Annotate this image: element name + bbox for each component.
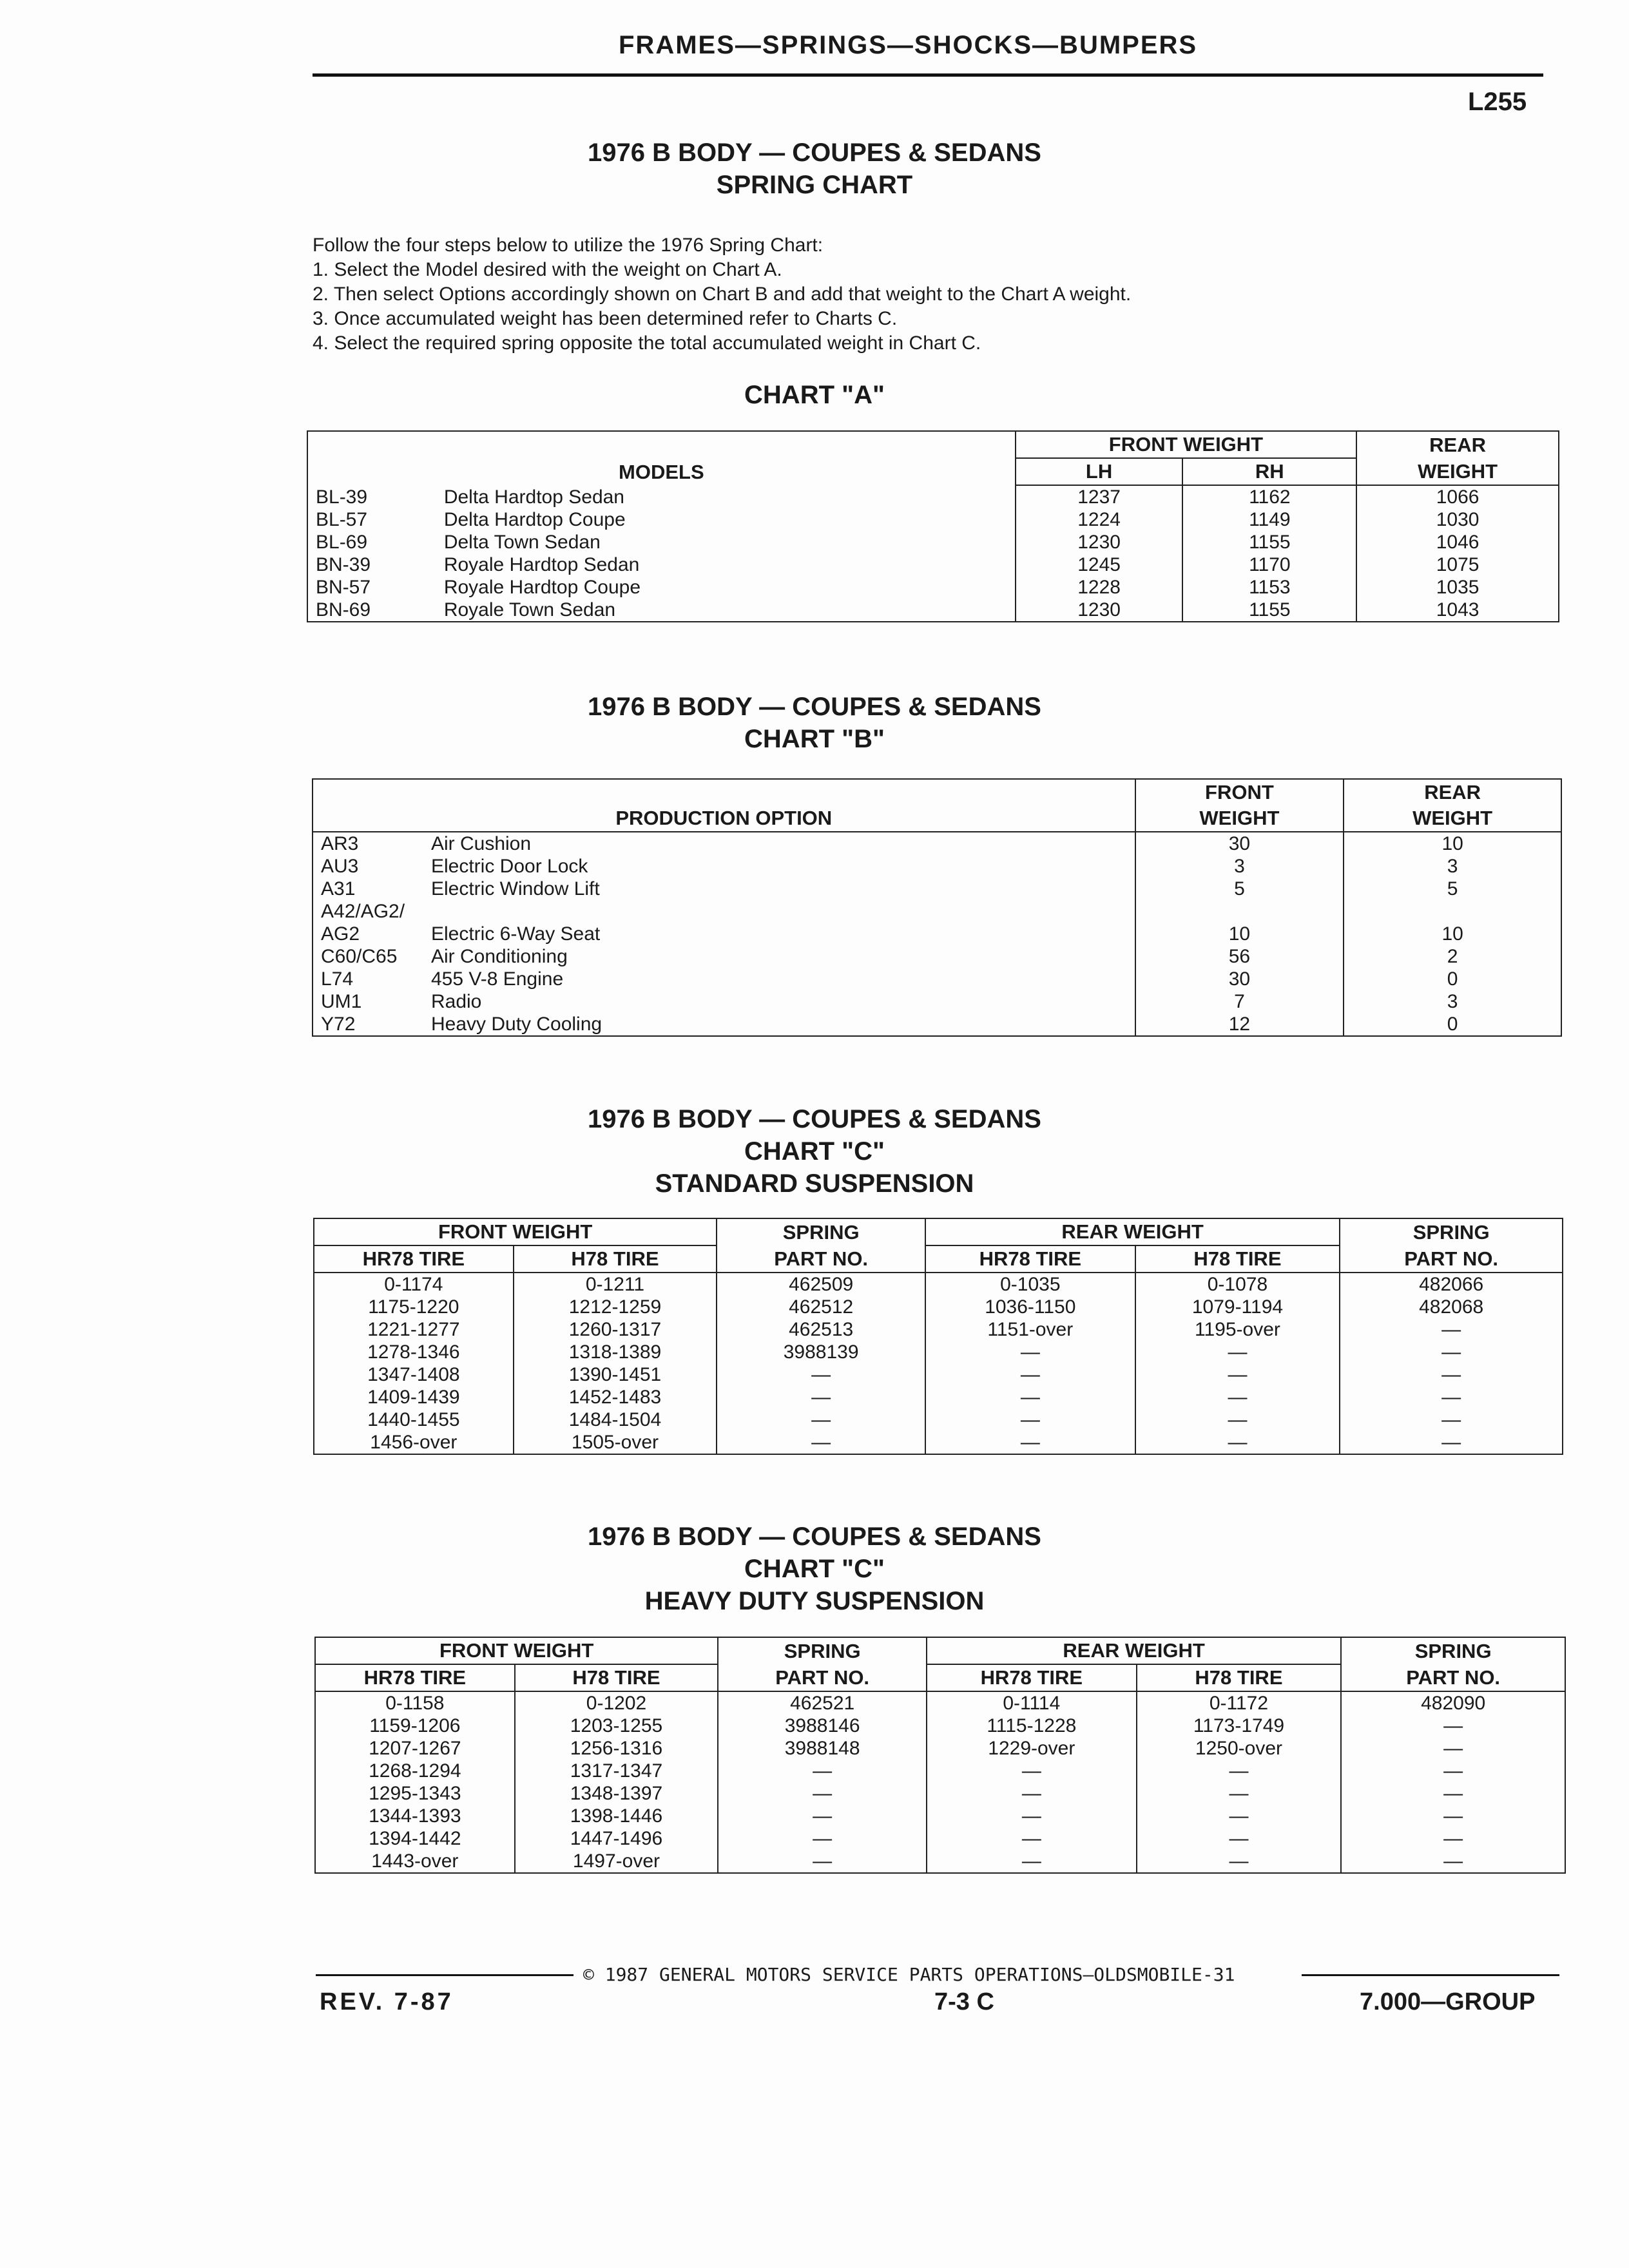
option-code: A42/AG2/ <box>313 900 423 923</box>
rear-h78-value: — <box>1137 1827 1342 1850</box>
option-name <box>423 900 1135 923</box>
option-name: Electric Window Lift <box>430 878 600 899</box>
instruction-step: 3. Once accumulated weight has been determined refer to Charts C. <box>313 308 898 329</box>
front-spring-part: — <box>718 1827 927 1850</box>
option-code: AR3 <box>313 832 423 855</box>
rear-weight-value: 2 <box>1344 945 1561 968</box>
rear-hr78-value: 0-1035 <box>925 1273 1135 1296</box>
rear-weight-header: WEIGHT <box>1344 805 1561 832</box>
front-weight-value: 10 <box>1135 923 1344 945</box>
table-row <box>313 990 1561 1013</box>
rear-spring-part: — <box>1341 1850 1565 1873</box>
model-name: Royale Hardtop Sedan <box>443 554 640 575</box>
front-hr78-value: 1456-over <box>314 1431 514 1454</box>
hr78-tire-header: HR78 TIRE <box>314 1245 514 1273</box>
rear-spring-part: — <box>1341 1760 1565 1782</box>
rear-header: REAR <box>1356 431 1559 458</box>
lh-value: 1224 <box>1016 508 1183 531</box>
front-h78-value: 1348-1397 <box>515 1782 718 1805</box>
lh-value: 1237 <box>1016 485 1183 508</box>
rear-h78-value: — <box>1137 1850 1342 1873</box>
front-weight-header: FRONT WEIGHT <box>314 1218 717 1245</box>
rear-hr78-value: — <box>927 1782 1137 1805</box>
rear-hr78-value: 1036-1150 <box>925 1296 1135 1318</box>
rear-h78-value: — <box>1135 1431 1340 1454</box>
chart-c-heavy-duty-title-line3: HEAVY DUTY SUSPENSION <box>644 1587 985 1615</box>
instruction-step: 2. Then select Options accordingly shown on Chart B and add that weight to the Chart A weight. <box>313 284 1132 305</box>
front-weight-value: 7 <box>1135 990 1344 1013</box>
table-row <box>307 531 1559 553</box>
front-h78-value: 1398-1446 <box>515 1805 718 1827</box>
front-spring-part: — <box>718 1760 927 1782</box>
table-row <box>313 923 1561 945</box>
model-name: Delta Hardtop Sedan <box>443 486 624 508</box>
table-row <box>315 1737 1565 1760</box>
rear-hr78-value: 1115-1228 <box>927 1715 1137 1737</box>
chart-c-standard-title-line2: CHART "C" <box>744 1137 885 1166</box>
front-hr78-value: 1344-1393 <box>315 1805 515 1827</box>
chart-c-standard-title-line1: 1976 B BODY — COUPES & SEDANS <box>588 1105 1041 1133</box>
rear-hr78-value: — <box>927 1827 1137 1850</box>
table-row <box>307 508 1559 531</box>
instructions-intro: Follow the four steps below to utilize the 1976 Spring Chart: <box>313 235 824 256</box>
instruction-step: 4. Select the required spring opposite the total accumulated weight in Chart C. <box>313 332 981 354</box>
rear-h78-value: 1173-1749 <box>1137 1715 1342 1737</box>
front-weight-value: 12 <box>1135 1013 1344 1036</box>
front-h78-value: 1452-1483 <box>514 1386 717 1408</box>
rear-spring-part: — <box>1341 1715 1565 1737</box>
chart-c-heavy-duty-title-line1: 1976 B BODY — COUPES & SEDANS <box>588 1523 1041 1551</box>
chart-c-heavy-duty-title <box>0 1521 1629 1617</box>
model-code: BL-69 <box>307 531 436 553</box>
front-spring-part: 3988148 <box>718 1737 927 1760</box>
front-hr78-value: 1159-1206 <box>315 1715 515 1737</box>
footer-group: 7.000—GROUP <box>1360 1988 1536 2015</box>
rear-h78-value: — <box>1137 1805 1342 1827</box>
table-row <box>314 1273 1563 1296</box>
front-spring-part: — <box>718 1805 927 1827</box>
option-name: Air Conditioning <box>430 946 568 967</box>
option-name: 455 V-8 Engine <box>430 968 564 990</box>
rear-weight-value: 3 <box>1344 855 1561 878</box>
table-row <box>314 1296 1563 1318</box>
rear-value: 1043 <box>1356 599 1559 622</box>
rear-weight-value <box>1344 900 1561 923</box>
instruction-step: 1. Select the Model desired with the weight on Chart A. <box>313 259 782 280</box>
front-h78-value: 0-1211 <box>514 1273 717 1296</box>
front-h78-value: 1256-1316 <box>515 1737 718 1760</box>
front-hr78-value: 1221-1277 <box>314 1318 514 1341</box>
front-h78-value: 1317-1347 <box>515 1760 718 1782</box>
rear-hr78-value: — <box>925 1431 1135 1454</box>
option-code: AG2 <box>313 923 423 945</box>
h78-tire-header: H78 TIRE <box>1137 1664 1342 1691</box>
table-row <box>315 1827 1565 1850</box>
front-weight-value: 30 <box>1135 832 1344 855</box>
chart-b-table <box>312 778 1562 1037</box>
front-h78-value: 1390-1451 <box>514 1363 717 1386</box>
model-name: Delta Hardtop Coupe <box>443 509 626 530</box>
rh-header: RH <box>1182 458 1356 485</box>
rear-h78-value: — <box>1135 1386 1340 1408</box>
model-code: BL-57 <box>307 508 436 531</box>
model-name: Delta Town Sedan <box>443 532 601 553</box>
part-no-header: PART NO. <box>1340 1245 1563 1273</box>
rear-spring-part: — <box>1340 1431 1563 1454</box>
table-row <box>314 1431 1563 1454</box>
front-hr78-value: 1278-1346 <box>314 1341 514 1363</box>
footer-rule-left <box>316 1974 574 1976</box>
chart-a-label-text: CHART "A" <box>744 381 885 409</box>
lh-value: 1228 <box>1016 576 1183 599</box>
rear-spring-part: 482066 <box>1340 1273 1563 1296</box>
rear-hr78-value: — <box>925 1408 1135 1431</box>
model-code: BL-39 <box>307 485 436 508</box>
rear-value: 1046 <box>1356 531 1559 553</box>
front-hr78-value: 1207-1267 <box>315 1737 515 1760</box>
table-row <box>313 1013 1561 1036</box>
front-hr78-value: 1394-1442 <box>315 1827 515 1850</box>
page-id: L255 <box>1468 88 1527 116</box>
front-spring-part: 462513 <box>717 1318 925 1341</box>
model-code: BN-69 <box>307 599 436 622</box>
front-spring-part: 462512 <box>717 1296 925 1318</box>
rear-value: 1066 <box>1356 485 1559 508</box>
model-code: BN-57 <box>307 576 436 599</box>
rear-h78-value: 0-1172 <box>1137 1691 1342 1715</box>
rh-value: 1170 <box>1182 553 1356 576</box>
rear-spring-part: — <box>1341 1782 1565 1805</box>
h78-tire-header: H78 TIRE <box>1135 1245 1340 1273</box>
table-row <box>307 576 1559 599</box>
chart-a-table <box>307 430 1559 622</box>
models-header: MODELS <box>307 431 1016 485</box>
hr78-tire-header: HR78 TIRE <box>925 1245 1135 1273</box>
rear-weight-value: 0 <box>1344 968 1561 990</box>
chart-c-standard-title <box>0 1103 1629 1200</box>
chart-c-heavy-duty-title-line2: CHART "C" <box>744 1555 885 1583</box>
rear-h78-value: — <box>1135 1341 1340 1363</box>
front-hr78-value: 1347-1408 <box>314 1363 514 1386</box>
rh-value: 1153 <box>1182 576 1356 599</box>
front-weight-header: WEIGHT <box>1135 805 1344 832</box>
hr78-tire-header: HR78 TIRE <box>315 1664 515 1691</box>
front-hr78-value: 1409-1439 <box>314 1386 514 1408</box>
front-hr78-value: 1175-1220 <box>314 1296 514 1318</box>
rear-h78-value: — <box>1137 1782 1342 1805</box>
chart-b-title-line2: CHART "B" <box>744 725 885 753</box>
rear-header: REAR <box>1344 779 1561 805</box>
front-weight-value: 56 <box>1135 945 1344 968</box>
rh-value: 1162 <box>1182 485 1356 508</box>
production-option-header: PRODUCTION OPTION <box>313 779 1135 832</box>
rear-hr78-value: — <box>927 1760 1137 1782</box>
rear-weight-header: REAR WEIGHT <box>925 1218 1340 1245</box>
rear-hr78-value: 1151-over <box>925 1318 1135 1341</box>
footer-copyright: © 1987 GENERAL MOTORS SERVICE PARTS OPERATIONS—OLDSMOBILE-31 <box>583 1964 1235 1985</box>
rear-h78-value: — <box>1135 1363 1340 1386</box>
table-row <box>314 1408 1563 1431</box>
rear-h78-value: — <box>1137 1760 1342 1782</box>
option-name: Heavy Duty Cooling <box>423 1013 1135 1036</box>
h78-tire-header: H78 TIRE <box>514 1245 717 1273</box>
spring-header: SPRING <box>717 1218 925 1245</box>
rear-hr78-value: — <box>927 1805 1137 1827</box>
rh-value: 1155 <box>1182 531 1356 553</box>
rear-spring-part: 482068 <box>1340 1296 1563 1318</box>
rear-hr78-value: — <box>927 1850 1137 1873</box>
rear-weight-value: 0 <box>1344 1013 1561 1036</box>
rear-spring-part: — <box>1341 1805 1565 1827</box>
h78-tire-header: H78 TIRE <box>515 1664 718 1691</box>
rear-h78-value: — <box>1135 1408 1340 1431</box>
option-code: Y72 <box>313 1013 423 1036</box>
chart-b-title-line1: 1976 B BODY — COUPES & SEDANS <box>588 693 1041 721</box>
rear-value: 1035 <box>1356 576 1559 599</box>
front-header: FRONT <box>1135 779 1344 805</box>
table-row <box>315 1782 1565 1805</box>
front-h78-value: 0-1202 <box>515 1691 718 1715</box>
rear-value: 1030 <box>1356 508 1559 531</box>
table-row <box>315 1850 1565 1873</box>
option-code: AU3 <box>313 855 423 878</box>
chart-c-heavy-duty-table <box>314 1637 1566 1874</box>
table-row <box>307 553 1559 576</box>
front-h78-value: 1212-1259 <box>514 1296 717 1318</box>
instructions <box>313 233 1131 356</box>
part-no-header: PART NO. <box>1341 1664 1565 1691</box>
front-h78-value: 1497-over <box>515 1850 718 1873</box>
footer-page-number: 7-3 C <box>934 1988 994 2015</box>
table-row <box>315 1691 1565 1715</box>
lh-value: 1230 <box>1016 531 1183 553</box>
option-name: Electric Door Lock <box>430 856 588 877</box>
footer-rule-right <box>1302 1974 1559 1976</box>
rear-spring-part: — <box>1340 1408 1563 1431</box>
table-row <box>313 900 1561 923</box>
rear-weight-value: 10 <box>1344 832 1561 855</box>
table-row <box>314 1386 1563 1408</box>
front-h78-value: 1260-1317 <box>514 1318 717 1341</box>
front-weight-value <box>1135 900 1344 923</box>
front-hr78-value: 0-1158 <box>315 1691 515 1715</box>
front-hr78-value: 1440-1455 <box>314 1408 514 1431</box>
header-rule <box>313 73 1543 77</box>
front-spring-part: 462509 <box>717 1273 925 1296</box>
rear-h78-value: 0-1078 <box>1135 1273 1340 1296</box>
spring-header: SPRING <box>1341 1637 1565 1664</box>
front-spring-part: — <box>718 1850 927 1873</box>
option-name: Electric 6-Way Seat <box>430 923 601 945</box>
rear-hr78-value: 1229-over <box>927 1737 1137 1760</box>
rear-hr78-value: — <box>925 1341 1135 1363</box>
lh-header: LH <box>1016 458 1183 485</box>
front-h78-value: 1484-1504 <box>514 1408 717 1431</box>
chart-a-title-line2: SPRING CHART <box>716 171 913 199</box>
front-weight-header: FRONT WEIGHT <box>315 1637 718 1664</box>
rear-hr78-value: 0-1114 <box>927 1691 1137 1715</box>
table-row <box>307 485 1559 508</box>
table-row <box>313 855 1561 878</box>
front-h78-value: 1505-over <box>514 1431 717 1454</box>
table-row <box>313 945 1561 968</box>
front-weight-value: 5 <box>1135 878 1344 900</box>
rear-weight-header: REAR WEIGHT <box>927 1637 1341 1664</box>
table-row <box>307 599 1559 622</box>
section-header-title: FRAMES—SPRINGS—SHOCKS—BUMPERS <box>619 31 1198 59</box>
model-name: Royale Town Sedan <box>436 599 1016 622</box>
part-no-header: PART NO. <box>717 1245 925 1273</box>
front-spring-part: 3988139 <box>717 1341 925 1363</box>
front-h78-value: 1318-1389 <box>514 1341 717 1363</box>
front-spring-part: 3988146 <box>718 1715 927 1737</box>
part-no-header: PART NO. <box>718 1664 927 1691</box>
front-hr78-value: 0-1174 <box>314 1273 514 1296</box>
front-hr78-value: 1443-over <box>315 1850 515 1873</box>
table-row <box>315 1715 1565 1737</box>
table-row <box>314 1318 1563 1341</box>
rear-spring-part: — <box>1340 1318 1563 1341</box>
lh-value: 1245 <box>1016 553 1183 576</box>
rh-value: 1149 <box>1182 508 1356 531</box>
option-code: L74 <box>313 968 423 990</box>
footer-revision: REV. 7-87 <box>320 1988 454 2015</box>
front-weight-value: 3 <box>1135 855 1344 878</box>
front-hr78-value: 1268-1294 <box>315 1760 515 1782</box>
table-row <box>314 1341 1563 1363</box>
rear-spring-part: — <box>1341 1827 1565 1850</box>
rh-value: 1155 <box>1182 599 1356 622</box>
front-spring-part: 462521 <box>718 1691 927 1715</box>
table-row <box>313 878 1561 900</box>
lh-value: 1230 <box>1016 599 1183 622</box>
rear-h78-value: 1250-over <box>1137 1737 1342 1760</box>
rear-h78-value: 1079-1194 <box>1135 1296 1340 1318</box>
hr78-tire-header: HR78 TIRE <box>927 1664 1137 1691</box>
model-name: Royale Hardtop Coupe <box>443 577 641 598</box>
front-weight-value: 30 <box>1135 968 1344 990</box>
spring-header: SPRING <box>718 1637 927 1664</box>
rear-spring-part: — <box>1341 1737 1565 1760</box>
table-row <box>315 1805 1565 1827</box>
rear-weight-value: 3 <box>1344 990 1561 1013</box>
front-spring-part: — <box>717 1408 925 1431</box>
chart-c-standard-table <box>313 1218 1563 1455</box>
rear-value: 1075 <box>1356 553 1559 576</box>
rear-weight-value: 10 <box>1344 923 1561 945</box>
front-h78-value: 1203-1255 <box>515 1715 718 1737</box>
chart-a-title-line1: 1976 B BODY — COUPES & SEDANS <box>588 139 1041 167</box>
front-spring-part: — <box>717 1363 925 1386</box>
front-spring-part: — <box>717 1431 925 1454</box>
rear-spring-part: — <box>1340 1386 1563 1408</box>
rear-spring-part: — <box>1340 1341 1563 1363</box>
rear-spring-part: — <box>1340 1363 1563 1386</box>
chart-a-title <box>0 137 1629 201</box>
option-code: A31 <box>313 878 423 900</box>
weight-header: WEIGHT <box>1356 458 1559 485</box>
rear-weight-value: 5 <box>1344 878 1561 900</box>
option-code: UM1 <box>313 990 423 1013</box>
rear-h78-value: 1195-over <box>1135 1318 1340 1341</box>
front-weight-header: FRONT WEIGHT <box>1016 431 1356 458</box>
option-code: C60/C65 <box>313 945 423 968</box>
chart-b-title <box>0 691 1629 755</box>
front-spring-part: — <box>718 1782 927 1805</box>
chart-a-label <box>0 379 1629 411</box>
table-row <box>314 1363 1563 1386</box>
table-row <box>315 1760 1565 1782</box>
option-name: Air Cushion <box>430 833 532 854</box>
option-name: Radio <box>430 991 482 1012</box>
chart-c-standard-title-line3: STANDARD SUSPENSION <box>655 1169 974 1198</box>
front-h78-value: 1447-1496 <box>515 1827 718 1850</box>
front-hr78-value: 1295-1343 <box>315 1782 515 1805</box>
rear-spring-part: 482090 <box>1341 1691 1565 1715</box>
table-row <box>313 968 1561 990</box>
model-code: BN-39 <box>307 553 436 576</box>
spring-header: SPRING <box>1340 1218 1563 1245</box>
rear-hr78-value: — <box>925 1386 1135 1408</box>
rear-hr78-value: — <box>925 1363 1135 1386</box>
front-spring-part: — <box>717 1386 925 1408</box>
table-row <box>313 832 1561 855</box>
